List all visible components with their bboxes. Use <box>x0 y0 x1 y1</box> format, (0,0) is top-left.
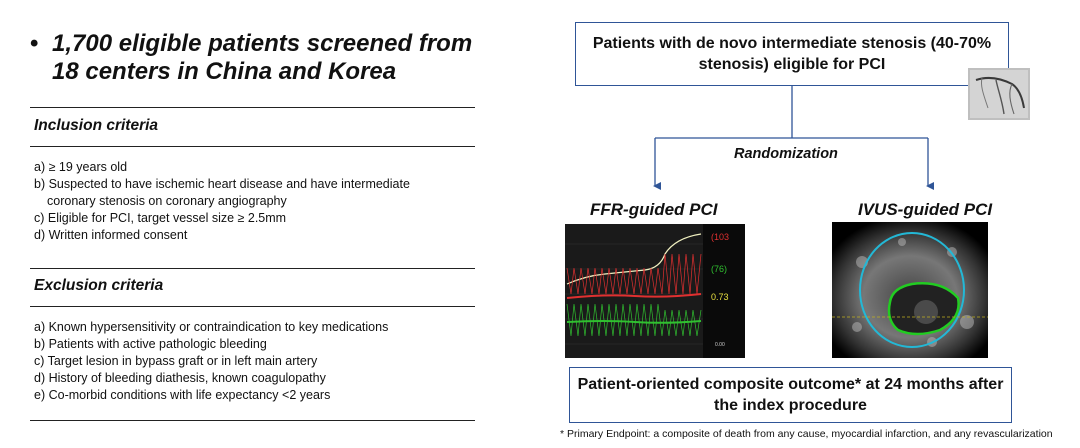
ivus-image <box>832 222 988 358</box>
inclusion-item: a) ≥ 19 years old <box>34 160 128 174</box>
angiogram-image <box>968 68 1030 120</box>
headline-bullet: • <box>30 30 39 57</box>
ffr-readout-ratio: 0.73 <box>711 292 729 302</box>
exclusion-item: c) Target lesion in bypass graft or in left main artery <box>34 354 318 368</box>
inclusion-item: b) Suspected to have ischemic heart disease and have intermediate <box>34 177 410 191</box>
ffr-readout-small: 0.00 <box>715 342 725 348</box>
inclusion-title: Inclusion criteria <box>34 117 159 134</box>
headline-line-2: 18 centers in China and Korea <box>52 58 397 85</box>
exclusion-item: b) Patients with active pathologic bleeding <box>34 337 267 351</box>
headline-line-1: 1,700 eligible patients screened from <box>52 30 473 57</box>
exclusion-item: d) History of bleeding diathesis, known coagulopathy <box>34 371 326 385</box>
outcome-line-1: Patient-oriented composite outcome* at 24 months after <box>577 376 1004 393</box>
ffr-arm-title: FFR-guided PCI <box>590 200 718 219</box>
outcome-line-2: the index procedure <box>714 397 867 414</box>
top-box-line-1: Patients with de novo intermediate stenosis (40-70% <box>592 35 992 52</box>
ivus-arm-title: IVUS-guided PCI <box>858 200 993 219</box>
inclusion-item: d) Written informed consent <box>34 228 188 242</box>
ffr-readout-pa: (103 <box>711 232 730 242</box>
randomization-label: Randomization <box>734 146 838 162</box>
primary-endpoint-footnote: * Primary Endpoint: a composite of death from any cause, myocardial infarction, and any revascularization <box>560 428 1053 440</box>
ffr-readout-pd: (76) <box>711 264 728 274</box>
exclusion-title: Exclusion criteria <box>34 277 164 294</box>
inclusion-item-continued: coronary stenosis on coronary angiography <box>47 194 287 208</box>
exclusion-item: e) Co-morbid conditions with life expectancy <2 years <box>34 388 331 402</box>
exclusion-item: a) Known hypersensitivity or contraindication to key medications <box>34 320 389 334</box>
outcome-box <box>569 367 1012 423</box>
inclusion-item: c) Eligible for PCI, target vessel size ≥ 2.5mm <box>34 211 287 225</box>
ffr-tracing-image <box>565 224 745 358</box>
eligible-patients-box <box>575 22 1009 86</box>
top-box-line-2: stenosis) eligible for PCI <box>698 56 886 73</box>
